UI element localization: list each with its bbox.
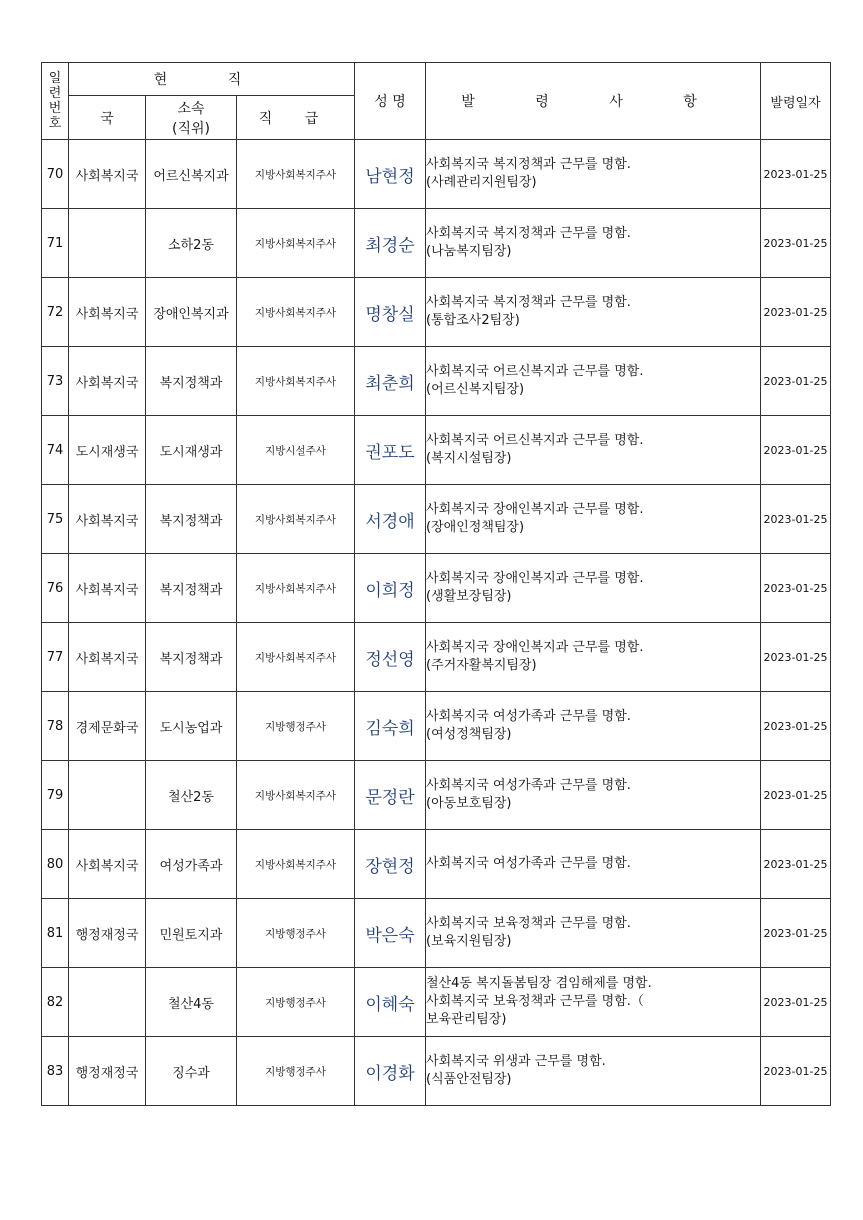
order-detail xyxy=(426,416,761,485)
serial-number: 83 xyxy=(42,1037,69,1106)
order-detail-line: (식품안전팀장) xyxy=(426,1072,512,1087)
personnel-order-table xyxy=(41,62,831,1106)
order-detail-line: (사례관리지원팀장) xyxy=(426,175,537,190)
order-detail xyxy=(426,761,761,830)
table-row xyxy=(42,347,831,416)
table-row xyxy=(42,278,831,347)
serial-number: 79 xyxy=(42,761,69,830)
header-serial-char: 번 xyxy=(48,101,62,116)
bureau: 사회복지국 xyxy=(69,830,146,899)
person-name: 김숙희 xyxy=(355,692,426,761)
table-row xyxy=(42,692,831,761)
table-row xyxy=(42,830,831,899)
grade: 지방행정주사 xyxy=(237,899,355,968)
order-detail-line: 사회복지국 여성가족과 근무를 명함. xyxy=(426,778,631,793)
order-date: 2023-01-25 xyxy=(761,554,831,623)
person-name: 서경애 xyxy=(355,485,426,554)
order-detail-line: (주거자활복지팀장) xyxy=(426,658,537,673)
order-detail-line: 사회복지국 여성가족과 근무를 명함. xyxy=(426,856,631,871)
serial-number: 70 xyxy=(42,140,69,209)
serial-number: 73 xyxy=(42,347,69,416)
order-date: 2023-01-25 xyxy=(761,347,831,416)
header-name: 성 명 xyxy=(355,63,426,140)
table-row xyxy=(42,1037,831,1106)
order-date: 2023-01-25 xyxy=(761,485,831,554)
serial-number: 78 xyxy=(42,692,69,761)
serial-number: 74 xyxy=(42,416,69,485)
bureau xyxy=(69,761,146,830)
grade: 지방사회복지주사 xyxy=(237,278,355,347)
bureau: 사회복지국 xyxy=(69,347,146,416)
grade: 지방사회복지주사 xyxy=(237,554,355,623)
order-detail-line: 사회복지국 복지정책과 근무를 명함. xyxy=(426,295,631,310)
order-date: 2023-01-25 xyxy=(761,416,831,485)
grade: 지방행정주사 xyxy=(237,692,355,761)
order-date: 2023-01-25 xyxy=(761,968,831,1037)
order-date: 2023-01-25 xyxy=(761,692,831,761)
order-detail xyxy=(426,623,761,692)
department: 복지정책과 xyxy=(146,485,237,554)
person-name: 최춘희 xyxy=(355,347,426,416)
header-current-position: 현 직 xyxy=(69,63,355,96)
header-serial-char: 일 xyxy=(48,71,62,86)
serial-number: 72 xyxy=(42,278,69,347)
department: 도시재생과 xyxy=(146,416,237,485)
order-detail-line: 사회복지국 위생과 근무를 명함. xyxy=(426,1054,606,1069)
serial-number: 75 xyxy=(42,485,69,554)
order-detail-line: (보육지원팀장) xyxy=(426,934,512,949)
department: 복지정책과 xyxy=(146,554,237,623)
table-row xyxy=(42,140,831,209)
order-detail-line: 사회복지국 어르신복지과 근무를 명함. xyxy=(426,364,644,379)
header-serial-char: 련 xyxy=(48,86,62,101)
header-order-detail: 발 령 사 항 xyxy=(426,63,761,140)
grade: 지방사회복지주사 xyxy=(237,623,355,692)
order-detail-line: (여성정책팀장) xyxy=(426,727,512,742)
order-detail-line: (복지시설팀장) xyxy=(426,451,512,466)
order-detail-line: 보육관리팀장) xyxy=(426,1012,507,1027)
header-bureau: 국 xyxy=(69,96,146,140)
table-row xyxy=(42,485,831,554)
department: 여성가족과 xyxy=(146,830,237,899)
order-detail-line: 사회복지국 어르신복지과 근무를 명함. xyxy=(426,433,644,448)
bureau: 사회복지국 xyxy=(69,554,146,623)
order-detail-line: (통합조사2팀장) xyxy=(426,313,520,328)
department: 철산2동 xyxy=(146,761,237,830)
header-department xyxy=(146,96,237,140)
order-detail xyxy=(426,554,761,623)
order-date: 2023-01-25 xyxy=(761,209,831,278)
bureau: 도시재생국 xyxy=(69,416,146,485)
department: 민원토지과 xyxy=(146,899,237,968)
department: 어르신복지과 xyxy=(146,140,237,209)
bureau: 사회복지국 xyxy=(69,278,146,347)
table-row xyxy=(42,554,831,623)
grade: 지방사회복지주사 xyxy=(237,830,355,899)
person-name: 권포도 xyxy=(355,416,426,485)
order-detail-line: 사회복지국 복지정책과 근무를 명함. xyxy=(426,157,631,172)
person-name: 명창실 xyxy=(355,278,426,347)
bureau: 행정재정국 xyxy=(69,899,146,968)
table-header xyxy=(42,63,831,140)
order-detail-line: (아동보호팀장) xyxy=(426,796,512,811)
order-detail xyxy=(426,140,761,209)
order-detail xyxy=(426,347,761,416)
department: 복지정책과 xyxy=(146,347,237,416)
header-department-label: 소속 xyxy=(177,100,205,117)
order-detail xyxy=(426,1037,761,1106)
grade: 지방사회복지주사 xyxy=(237,761,355,830)
person-name: 남현정 xyxy=(355,140,426,209)
order-detail xyxy=(426,968,761,1037)
person-name: 박은숙 xyxy=(355,899,426,968)
order-detail-line: (나눔복지팀장) xyxy=(426,244,512,259)
serial-number: 81 xyxy=(42,899,69,968)
department: 도시농업과 xyxy=(146,692,237,761)
table-row xyxy=(42,209,831,278)
person-name: 최경순 xyxy=(355,209,426,278)
order-detail xyxy=(426,209,761,278)
grade: 지방시설주사 xyxy=(237,416,355,485)
order-detail-line: 철산4동 복지돌봄팀장 겸임해제를 명함. xyxy=(426,976,652,991)
person-name: 이혜숙 xyxy=(355,968,426,1037)
serial-number: 80 xyxy=(42,830,69,899)
header-serial-char: 호 xyxy=(48,116,62,131)
serial-number: 82 xyxy=(42,968,69,1037)
order-detail-line: (생활보장팀장) xyxy=(426,589,512,604)
person-name: 이희정 xyxy=(355,554,426,623)
order-detail-line: 사회복지국 복지정책과 근무를 명함. xyxy=(426,226,631,241)
order-detail-line: 사회복지국 장애인복지과 근무를 명함. xyxy=(426,502,644,517)
order-detail-line: 사회복지국 여성가족과 근무를 명함. xyxy=(426,709,631,724)
header-serial-number xyxy=(42,63,69,140)
order-detail-line: 사회복지국 장애인복지과 근무를 명함. xyxy=(426,571,644,586)
order-detail-line: 사회복지국 장애인복지과 근무를 명함. xyxy=(426,640,644,655)
grade: 지방사회복지주사 xyxy=(237,140,355,209)
order-detail-line: (어르신복지팀장) xyxy=(426,382,525,397)
person-name: 이경화 xyxy=(355,1037,426,1106)
person-name: 정선영 xyxy=(355,623,426,692)
order-detail xyxy=(426,278,761,347)
bureau: 사회복지국 xyxy=(69,623,146,692)
table-row xyxy=(42,899,831,968)
order-date: 2023-01-25 xyxy=(761,899,831,968)
bureau: 사회복지국 xyxy=(69,485,146,554)
grade: 지방사회복지주사 xyxy=(237,209,355,278)
order-detail-line: 사회복지국 보육정책과 근무를 명함. xyxy=(426,916,631,931)
header-grade: 직 급 xyxy=(237,96,355,140)
order-detail xyxy=(426,899,761,968)
department: 철산4동 xyxy=(146,968,237,1037)
header-department-sub: (직위) xyxy=(172,120,210,137)
header-order-date: 발령일자 xyxy=(761,63,831,140)
table-row xyxy=(42,416,831,485)
grade: 지방행정주사 xyxy=(237,1037,355,1106)
department: 장애인복지과 xyxy=(146,278,237,347)
table-row xyxy=(42,623,831,692)
bureau: 경제문화국 xyxy=(69,692,146,761)
table-row xyxy=(42,968,831,1037)
order-date: 2023-01-25 xyxy=(761,140,831,209)
order-date: 2023-01-25 xyxy=(761,1037,831,1106)
department: 징수과 xyxy=(146,1037,237,1106)
department: 복지정책과 xyxy=(146,623,237,692)
department: 소하2동 xyxy=(146,209,237,278)
order-date: 2023-01-25 xyxy=(761,830,831,899)
grade: 지방사회복지주사 xyxy=(237,347,355,416)
bureau xyxy=(69,968,146,1037)
bureau: 사회복지국 xyxy=(69,140,146,209)
order-detail xyxy=(426,485,761,554)
order-detail-line: 사회복지국 보육정책과 근무를 명함.（ xyxy=(426,994,644,1009)
order-detail-line: (장애인정책팀장) xyxy=(426,520,525,535)
serial-number: 76 xyxy=(42,554,69,623)
order-detail xyxy=(426,692,761,761)
serial-number: 71 xyxy=(42,209,69,278)
table-row xyxy=(42,761,831,830)
order-date: 2023-01-25 xyxy=(761,623,831,692)
grade: 지방사회복지주사 xyxy=(237,485,355,554)
table-body xyxy=(42,140,831,1106)
order-date: 2023-01-25 xyxy=(761,761,831,830)
serial-number: 77 xyxy=(42,623,69,692)
grade: 지방행정주사 xyxy=(237,968,355,1037)
person-name: 문정란 xyxy=(355,761,426,830)
bureau xyxy=(69,209,146,278)
bureau: 행정재정국 xyxy=(69,1037,146,1106)
order-date: 2023-01-25 xyxy=(761,278,831,347)
order-detail xyxy=(426,830,761,899)
person-name: 장현정 xyxy=(355,830,426,899)
